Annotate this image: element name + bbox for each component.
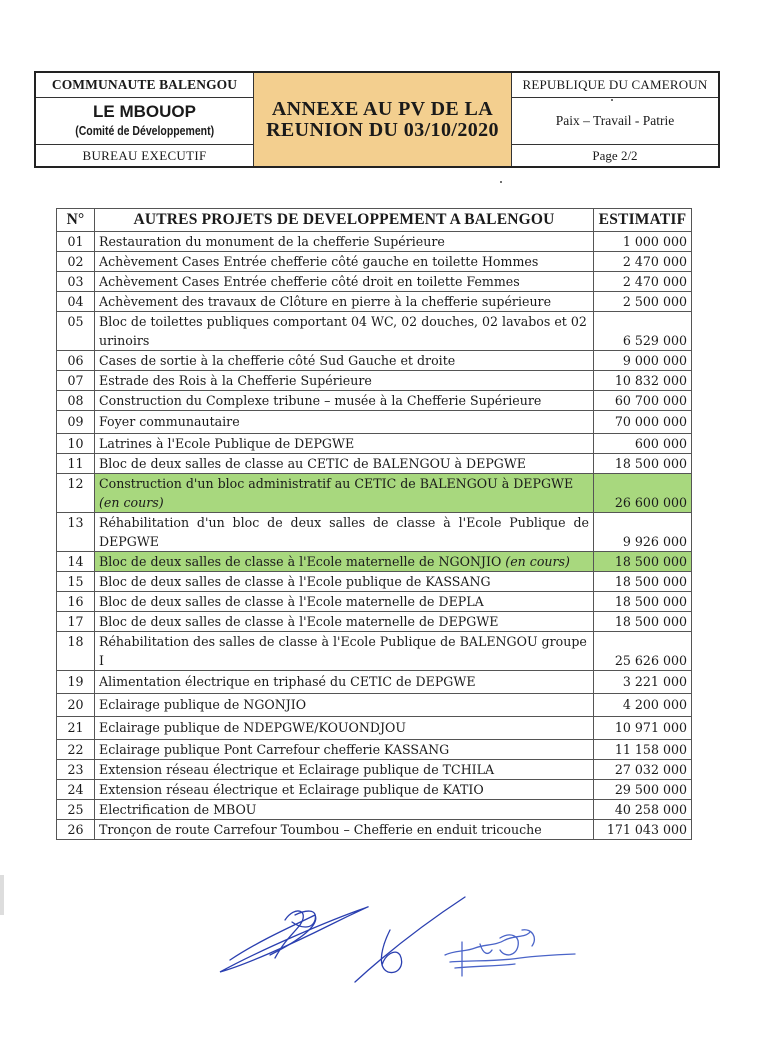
project-estimate: 6 529 000	[594, 312, 692, 351]
project-description	[95, 474, 594, 513]
national-motto: Paix – Travail - Patrie	[512, 98, 718, 145]
row-number: 17	[57, 612, 95, 632]
table-row	[57, 454, 692, 474]
project-estimate: 171 043 000	[594, 820, 692, 840]
row-number: 26	[57, 820, 95, 840]
project-description-text: Réhabilitation d'un bloc de deux salles de classe à l'Ecole Publique de DEPGWE	[99, 515, 589, 549]
row-number: 02	[57, 252, 95, 272]
project-estimate: 40 258 000	[594, 800, 692, 820]
row-number: 21	[57, 717, 95, 740]
project-description-text: Bloc de deux salles de classe à l'Ecole publique de KASSANG	[99, 574, 491, 589]
table-row	[57, 371, 692, 391]
row-number: 01	[57, 232, 95, 252]
project-estimate: 27 032 000	[594, 760, 692, 780]
project-description-text: Tronçon de route Carrefour Toumbou – Chefferie en enduit tricouche	[99, 822, 542, 837]
table-row	[57, 411, 692, 434]
row-number: 24	[57, 780, 95, 800]
table-row	[57, 780, 692, 800]
row-number: 07	[57, 371, 95, 391]
project-description-text: Achèvement des travaux de Clôture en pierre à la chefferie supérieure	[99, 294, 552, 309]
project-description	[95, 552, 594, 572]
table-row	[57, 552, 692, 572]
project-description-text: Bloc de deux salles de classe au CETIC de BALENGOU à DEPGWE	[99, 456, 526, 471]
project-description-text: Achèvement Cases Entrée chefferie côté gauche en toilette Hommes	[99, 254, 539, 269]
project-estimate: 60 700 000	[594, 391, 692, 411]
row-number: 09	[57, 411, 95, 434]
project-description	[95, 572, 594, 592]
table-row	[57, 513, 692, 552]
table-row	[57, 592, 692, 612]
scan-speck	[500, 181, 502, 183]
row-number: 03	[57, 272, 95, 292]
project-description	[95, 740, 594, 760]
bureau-label: BUREAU EXECUTIF	[82, 147, 207, 163]
signature-2-icon	[355, 897, 465, 982]
project-estimate: 10 832 000	[594, 371, 692, 391]
project-description-text: Alimentation électrique en triphasé du CETIC de DEPGWE	[99, 674, 476, 689]
project-description-text: Construction du Complexe tribune – musée à la Chefferie Supérieure	[99, 393, 542, 408]
project-description	[95, 351, 594, 371]
project-description	[95, 780, 594, 800]
project-estimate: 4 200 000	[594, 694, 692, 717]
signature-3-icon	[445, 930, 575, 976]
project-estimate: 18 500 000	[594, 592, 692, 612]
table-row	[57, 740, 692, 760]
project-description	[95, 232, 594, 252]
project-description-text: Extension réseau électrique et Eclairage publique de KATIO	[99, 782, 484, 797]
project-estimate: 600 000	[594, 434, 692, 454]
scan-speck	[611, 99, 613, 101]
project-status-note: (en cours)	[505, 554, 570, 569]
project-description	[95, 252, 594, 272]
table-row	[57, 391, 692, 411]
row-number: 14	[57, 552, 95, 572]
row-number: 23	[57, 760, 95, 780]
project-description	[95, 513, 594, 552]
table-row	[57, 312, 692, 351]
row-number: 16	[57, 592, 95, 612]
table-body	[57, 232, 692, 840]
project-description	[95, 391, 594, 411]
project-estimate: 2 500 000	[594, 292, 692, 312]
project-description	[95, 671, 594, 694]
row-number: 19	[57, 671, 95, 694]
row-number: 04	[57, 292, 95, 312]
table-row	[57, 612, 692, 632]
column-header-projects: AUTRES PROJETS DE DEVELOPPEMENT A BALENGOU	[95, 209, 594, 232]
project-description	[95, 800, 594, 820]
project-description-text: Achèvement Cases Entrée chefferie côté droit en toilette Femmes	[99, 274, 520, 289]
row-number: 15	[57, 572, 95, 592]
table-row	[57, 232, 692, 252]
document-header	[34, 71, 720, 168]
project-description	[95, 434, 594, 454]
table-row	[57, 671, 692, 694]
table-row	[57, 717, 692, 740]
project-estimate: 70 000 000	[594, 411, 692, 434]
project-estimate: 10 971 000	[594, 717, 692, 740]
table-row	[57, 272, 692, 292]
project-description	[95, 454, 594, 474]
title-line-1: ANNEXE AU PV DE LA	[271, 97, 494, 120]
project-description-text: Electrification de MBOU	[99, 802, 257, 817]
project-description-text: Foyer communautaire	[99, 414, 240, 429]
project-estimate: 2 470 000	[594, 272, 692, 292]
committee-block	[36, 98, 253, 145]
project-estimate: 9 926 000	[594, 513, 692, 552]
project-estimate: 29 500 000	[594, 780, 692, 800]
column-header-estimate: ESTIMATIF	[594, 209, 692, 232]
project-description	[95, 820, 594, 840]
project-description-text: Cases de sortie à la chefferie côté Sud Gauche et droite	[99, 353, 456, 368]
project-description-text: Eclairage publique de NGONJIO	[99, 697, 307, 712]
project-description-text: Bloc de deux salles de classe à l'Ecole maternelle de NGONJIO	[99, 554, 506, 569]
row-number: 05	[57, 312, 95, 351]
project-description	[95, 717, 594, 740]
row-number: 11	[57, 454, 95, 474]
project-description	[95, 612, 594, 632]
project-description-text: Extension réseau électrique et Eclairage publique de TCHILA	[99, 762, 495, 777]
project-description-text: Eclairage publique Pont Carrefour chefferie KASSANG	[99, 742, 450, 757]
scan-margin-mark	[0, 875, 4, 915]
signature-1-icon	[220, 907, 368, 972]
column-header-number: N°	[57, 209, 95, 232]
table-header-row	[57, 209, 692, 232]
header-left-block	[36, 73, 254, 166]
project-status-note: (en cours)	[99, 495, 164, 510]
row-number: 20	[57, 694, 95, 717]
title-line-2: REUNION DU 03/10/2020	[266, 118, 499, 141]
project-description-text: Réhabilitation des salles de classe à l'Ecole Publique de BALENGOU groupe I	[99, 634, 587, 668]
project-estimate: 25 626 000	[594, 632, 692, 671]
project-description	[95, 272, 594, 292]
table-row	[57, 351, 692, 371]
project-estimate: 3 221 000	[594, 671, 692, 694]
row-number: 18	[57, 632, 95, 671]
table-row	[57, 252, 692, 272]
country-name: REPUBLIQUE DU CAMEROUN	[512, 73, 718, 98]
project-description	[95, 312, 594, 351]
project-description-text: Construction d'un bloc administratif au CETIC de BALENGOU à DEPGWE	[99, 476, 574, 491]
project-description	[95, 694, 594, 717]
committee-subtitle: (Comité de Développement)	[75, 124, 214, 138]
row-number: 06	[57, 351, 95, 371]
table-row	[57, 632, 692, 671]
project-description	[95, 592, 594, 612]
community-name: COMMUNAUTE BALENGOU	[36, 73, 253, 98]
row-number: 12	[57, 474, 95, 513]
header-title-block	[254, 73, 512, 166]
table-row	[57, 474, 692, 513]
header-right-block	[512, 73, 718, 166]
table-row	[57, 694, 692, 717]
project-description-text: Eclairage publique de NDEPGWE/KOUONDJOU	[99, 720, 406, 735]
row-number: 10	[57, 434, 95, 454]
project-description-text: Estrade des Rois à la Chefferie Supérieure	[99, 373, 372, 388]
project-description-text: Latrines à l'Ecole Publique de DEPGWE	[99, 436, 355, 451]
project-estimate: 11 158 000	[594, 740, 692, 760]
project-description	[95, 371, 594, 391]
project-estimate: 18 500 000	[594, 454, 692, 474]
project-description	[95, 632, 594, 671]
row-number: 25	[57, 800, 95, 820]
project-estimate: 18 500 000	[594, 572, 692, 592]
project-description-text: Bloc de deux salles de classe à l'Ecole maternelle de DEPGWE	[99, 614, 499, 629]
table-row	[57, 760, 692, 780]
project-estimate: 2 470 000	[594, 252, 692, 272]
table-row	[57, 572, 692, 592]
document-title	[266, 99, 499, 141]
projects-table	[56, 208, 692, 840]
project-description-text: Bloc de toilettes publiques comportant 04 WC, 02 douches, 02 lavabos et 02 urinoirs	[99, 314, 587, 348]
committee-name: LE MBOUOP	[93, 102, 196, 121]
project-description	[95, 760, 594, 780]
project-estimate: 18 500 000	[594, 612, 692, 632]
row-number: 13	[57, 513, 95, 552]
row-number: 22	[57, 740, 95, 760]
table-row	[57, 820, 692, 840]
project-description	[95, 411, 594, 434]
project-estimate: 1 000 000	[594, 232, 692, 252]
page-number: Page 2/2	[592, 147, 638, 163]
row-number: 08	[57, 391, 95, 411]
table-row	[57, 800, 692, 820]
signatures-area	[200, 880, 580, 1000]
project-estimate: 26 600 000	[594, 474, 692, 513]
project-estimate: 18 500 000	[594, 552, 692, 572]
project-estimate: 9 000 000	[594, 351, 692, 371]
project-description-text: Bloc de deux salles de classe à l'Ecole maternelle de DEPLA	[99, 594, 484, 609]
table-row	[57, 292, 692, 312]
project-description	[95, 292, 594, 312]
table-row	[57, 434, 692, 454]
project-description-text: Restauration du monument de la chefferie Supérieure	[99, 234, 445, 249]
